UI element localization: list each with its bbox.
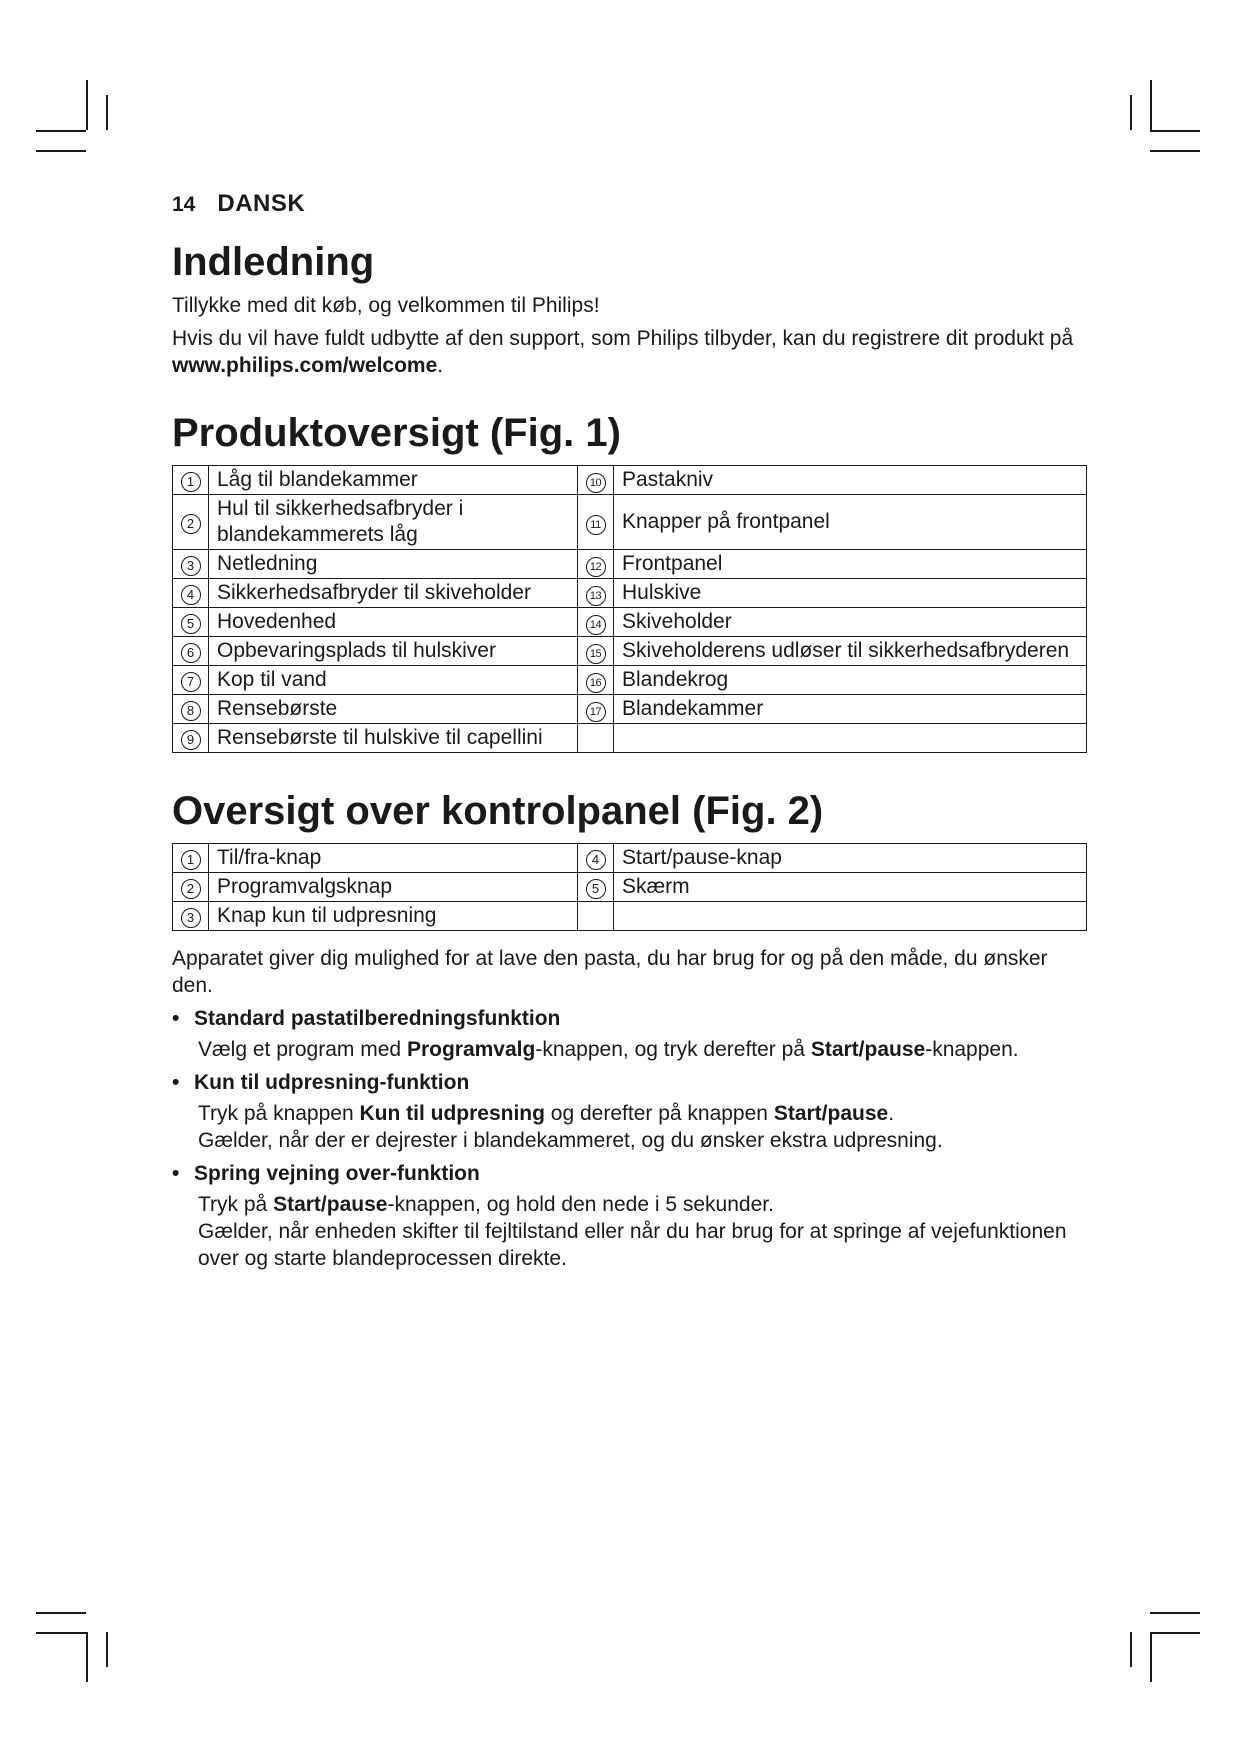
text-run: Vælg et program med bbox=[198, 1038, 407, 1061]
feature-title: • Spring vejning over-funktion bbox=[172, 1160, 1086, 1187]
item-label bbox=[614, 724, 1087, 753]
circled-number: 2 bbox=[181, 514, 201, 534]
crop-mark bbox=[1130, 1632, 1132, 1667]
emphasized-term: Programvalg bbox=[406, 1038, 536, 1061]
circled-number: 1 bbox=[181, 850, 201, 870]
crop-mark bbox=[36, 1632, 86, 1634]
feature-list bbox=[172, 1005, 1086, 1272]
table-row bbox=[173, 873, 1087, 902]
table-row bbox=[173, 724, 1087, 753]
item-number-cell bbox=[578, 695, 614, 724]
item-number-cell bbox=[578, 466, 614, 495]
emphasized-term: Kun til udpresning bbox=[359, 1102, 545, 1125]
crop-mark bbox=[106, 1632, 108, 1667]
circled-number: 7 bbox=[181, 672, 201, 692]
crop-mark bbox=[1150, 1632, 1152, 1682]
item-number-cell bbox=[173, 666, 209, 695]
item-number-cell bbox=[173, 495, 209, 550]
page-content bbox=[172, 238, 1086, 1278]
item-number-cell bbox=[578, 550, 614, 579]
item-label: Blandekammer bbox=[614, 695, 1087, 724]
circled-number: 8 bbox=[181, 701, 201, 721]
item-number-cell bbox=[578, 495, 614, 550]
crop-mark bbox=[1150, 130, 1200, 132]
table-row bbox=[173, 550, 1087, 579]
page-language: DANSK bbox=[217, 190, 306, 217]
product-overview-table bbox=[172, 465, 1087, 753]
item-label: Hulskive bbox=[614, 579, 1087, 608]
support-text-after: . bbox=[437, 354, 444, 377]
item-label: Rensebørste til hulskive til capellini bbox=[209, 724, 578, 753]
item-number-cell bbox=[578, 637, 614, 666]
item-label: Sikkerhedsafbryder til skiveholder bbox=[209, 579, 578, 608]
feature-item bbox=[172, 1160, 1086, 1272]
item-label: Netledning bbox=[209, 550, 578, 579]
text-run: -knappen, og tryk derefter på bbox=[535, 1038, 811, 1061]
text-run: Gælder, når der er dejrester i blandekammeret, og du ønsker ekstra udpresning. bbox=[198, 1129, 943, 1152]
emphasized-term: Start/pause bbox=[773, 1102, 889, 1125]
feature-line bbox=[198, 1218, 1086, 1272]
item-number-cell bbox=[578, 844, 614, 873]
item-number-cell bbox=[173, 844, 209, 873]
circled-number: 14 bbox=[586, 615, 606, 635]
circled-number: 13 bbox=[586, 586, 606, 606]
circled-number: 11 bbox=[586, 515, 606, 535]
circled-number: 5 bbox=[586, 879, 606, 899]
table-row bbox=[173, 902, 1087, 931]
item-label: Opbevaringsplads til hulskiver bbox=[209, 637, 578, 666]
crop-mark bbox=[36, 150, 86, 152]
item-label: Rensebørste bbox=[209, 695, 578, 724]
text-run: -knappen. bbox=[925, 1038, 1019, 1061]
item-label: Til/fra-knap bbox=[209, 844, 578, 873]
table-row bbox=[173, 495, 1087, 550]
item-number-cell bbox=[578, 873, 614, 902]
table-row bbox=[173, 666, 1087, 695]
item-label: Knapper på frontpanel bbox=[614, 495, 1087, 550]
crop-mark bbox=[1150, 1632, 1200, 1634]
feature-line bbox=[198, 1100, 1086, 1127]
item-label: Frontpanel bbox=[614, 550, 1087, 579]
crop-mark bbox=[106, 95, 108, 130]
emphasized-term: Start/pause bbox=[273, 1193, 388, 1216]
crop-mark bbox=[1150, 1612, 1200, 1614]
item-number-cell bbox=[173, 902, 209, 931]
circled-number: 2 bbox=[181, 879, 201, 899]
feature-line bbox=[198, 1036, 1086, 1063]
support-url[interactable]: www.philips.com/welcome bbox=[172, 354, 438, 377]
table-row bbox=[173, 637, 1087, 666]
item-number-cell bbox=[578, 608, 614, 637]
support-text-before: Hvis du vil have fuldt udbytte af den support, som Philips tilbyder, kan du registrere dit produkt på bbox=[172, 327, 1074, 350]
circled-number: 10 bbox=[586, 473, 606, 493]
table-row bbox=[173, 608, 1087, 637]
item-number-cell bbox=[173, 550, 209, 579]
intro-support-text bbox=[172, 325, 1086, 379]
item-label: Hul til sikkerhedsafbryder i blandekammerets låg bbox=[209, 495, 578, 550]
feature-title: • Standard pastatilberedningsfunktion bbox=[172, 1005, 1086, 1032]
item-number-cell bbox=[173, 466, 209, 495]
usage-intro: Apparatet giver dig mulighed for at lave den pasta, du har brug for og på den måde, du ønsker den. bbox=[172, 947, 1048, 997]
circled-number: 9 bbox=[181, 730, 201, 750]
item-number-cell bbox=[173, 608, 209, 637]
text-run: . bbox=[888, 1102, 895, 1125]
item-label: Skærm bbox=[614, 873, 1087, 902]
circled-number: 16 bbox=[586, 673, 606, 693]
feature-description bbox=[172, 1100, 1086, 1154]
text-run: og derefter på knappen bbox=[544, 1102, 774, 1125]
text-run: Tryk på knappen bbox=[198, 1102, 360, 1125]
intro-heading: Indledning bbox=[172, 240, 375, 284]
item-label: Knap kun til udpresning bbox=[209, 902, 578, 931]
item-label: Skiveholder bbox=[614, 608, 1087, 637]
table-row bbox=[173, 844, 1087, 873]
product-overview-heading: Produktoversigt (Fig. 1) bbox=[172, 411, 621, 455]
crop-mark bbox=[1130, 95, 1132, 130]
emphasized-term: Start/pause bbox=[810, 1038, 926, 1061]
page-number: 14 bbox=[172, 193, 196, 216]
table-row bbox=[173, 579, 1087, 608]
circled-number: 6 bbox=[181, 643, 201, 663]
crop-mark bbox=[1150, 150, 1200, 152]
text-run: -knappen, og hold den nede i 5 sekunder. bbox=[387, 1193, 774, 1216]
circled-number: 5 bbox=[181, 614, 201, 634]
feature-line bbox=[198, 1127, 1086, 1154]
control-overview-table bbox=[172, 843, 1087, 931]
item-label: Blandekrog bbox=[614, 666, 1087, 695]
table-row bbox=[173, 695, 1087, 724]
item-number-cell bbox=[173, 724, 209, 753]
feature-line bbox=[198, 1191, 1086, 1218]
item-label: Kop til vand bbox=[209, 666, 578, 695]
table-row bbox=[173, 466, 1087, 495]
circled-number: 15 bbox=[586, 644, 606, 664]
item-number-cell bbox=[578, 579, 614, 608]
text-run: Gælder, når enheden skifter til fejltilstand eller når du har brug for at springe af vejefunktionen over og starte blandeprocessen direkte. bbox=[198, 1220, 1067, 1270]
feature-description bbox=[172, 1191, 1086, 1272]
item-label: Pastakniv bbox=[614, 466, 1087, 495]
item-label: Låg til blandekammer bbox=[209, 466, 578, 495]
item-label: Hovedenhed bbox=[209, 608, 578, 637]
crop-mark bbox=[86, 1632, 88, 1682]
item-number-cell bbox=[578, 666, 614, 695]
item-number-cell bbox=[578, 724, 614, 753]
item-label bbox=[614, 902, 1087, 931]
text-run: Tryk på bbox=[198, 1193, 274, 1216]
item-label: Programvalgsknap bbox=[209, 873, 578, 902]
circled-number: 17 bbox=[586, 702, 606, 722]
circled-number: 4 bbox=[181, 585, 201, 605]
control-overview-heading: Oversigt over kontrolpanel (Fig. 2) bbox=[172, 789, 824, 833]
item-number-cell bbox=[173, 579, 209, 608]
crop-mark bbox=[36, 130, 86, 132]
circled-number: 3 bbox=[181, 908, 201, 928]
crop-mark bbox=[86, 80, 88, 130]
feature-title: • Kun til udpresning-funktion bbox=[172, 1069, 1086, 1096]
item-label: Skiveholderens udløser til sikkerhedsafbryderen bbox=[614, 637, 1087, 666]
intro-greeting: Tillykke med dit køb, og velkommen til Philips! bbox=[172, 294, 600, 317]
circled-number: 3 bbox=[181, 556, 201, 576]
feature-description bbox=[172, 1036, 1086, 1063]
feature-item bbox=[172, 1005, 1086, 1063]
item-label: Start/pause-knap bbox=[614, 844, 1087, 873]
page-header bbox=[172, 190, 305, 218]
item-number-cell bbox=[578, 902, 614, 931]
item-number-cell bbox=[173, 873, 209, 902]
circled-number: 12 bbox=[586, 557, 606, 577]
circled-number: 1 bbox=[181, 472, 201, 492]
crop-mark bbox=[1150, 80, 1152, 130]
item-number-cell bbox=[173, 695, 209, 724]
crop-mark bbox=[36, 1612, 86, 1614]
circled-number: 4 bbox=[586, 850, 606, 870]
feature-item bbox=[172, 1069, 1086, 1154]
item-number-cell bbox=[173, 637, 209, 666]
